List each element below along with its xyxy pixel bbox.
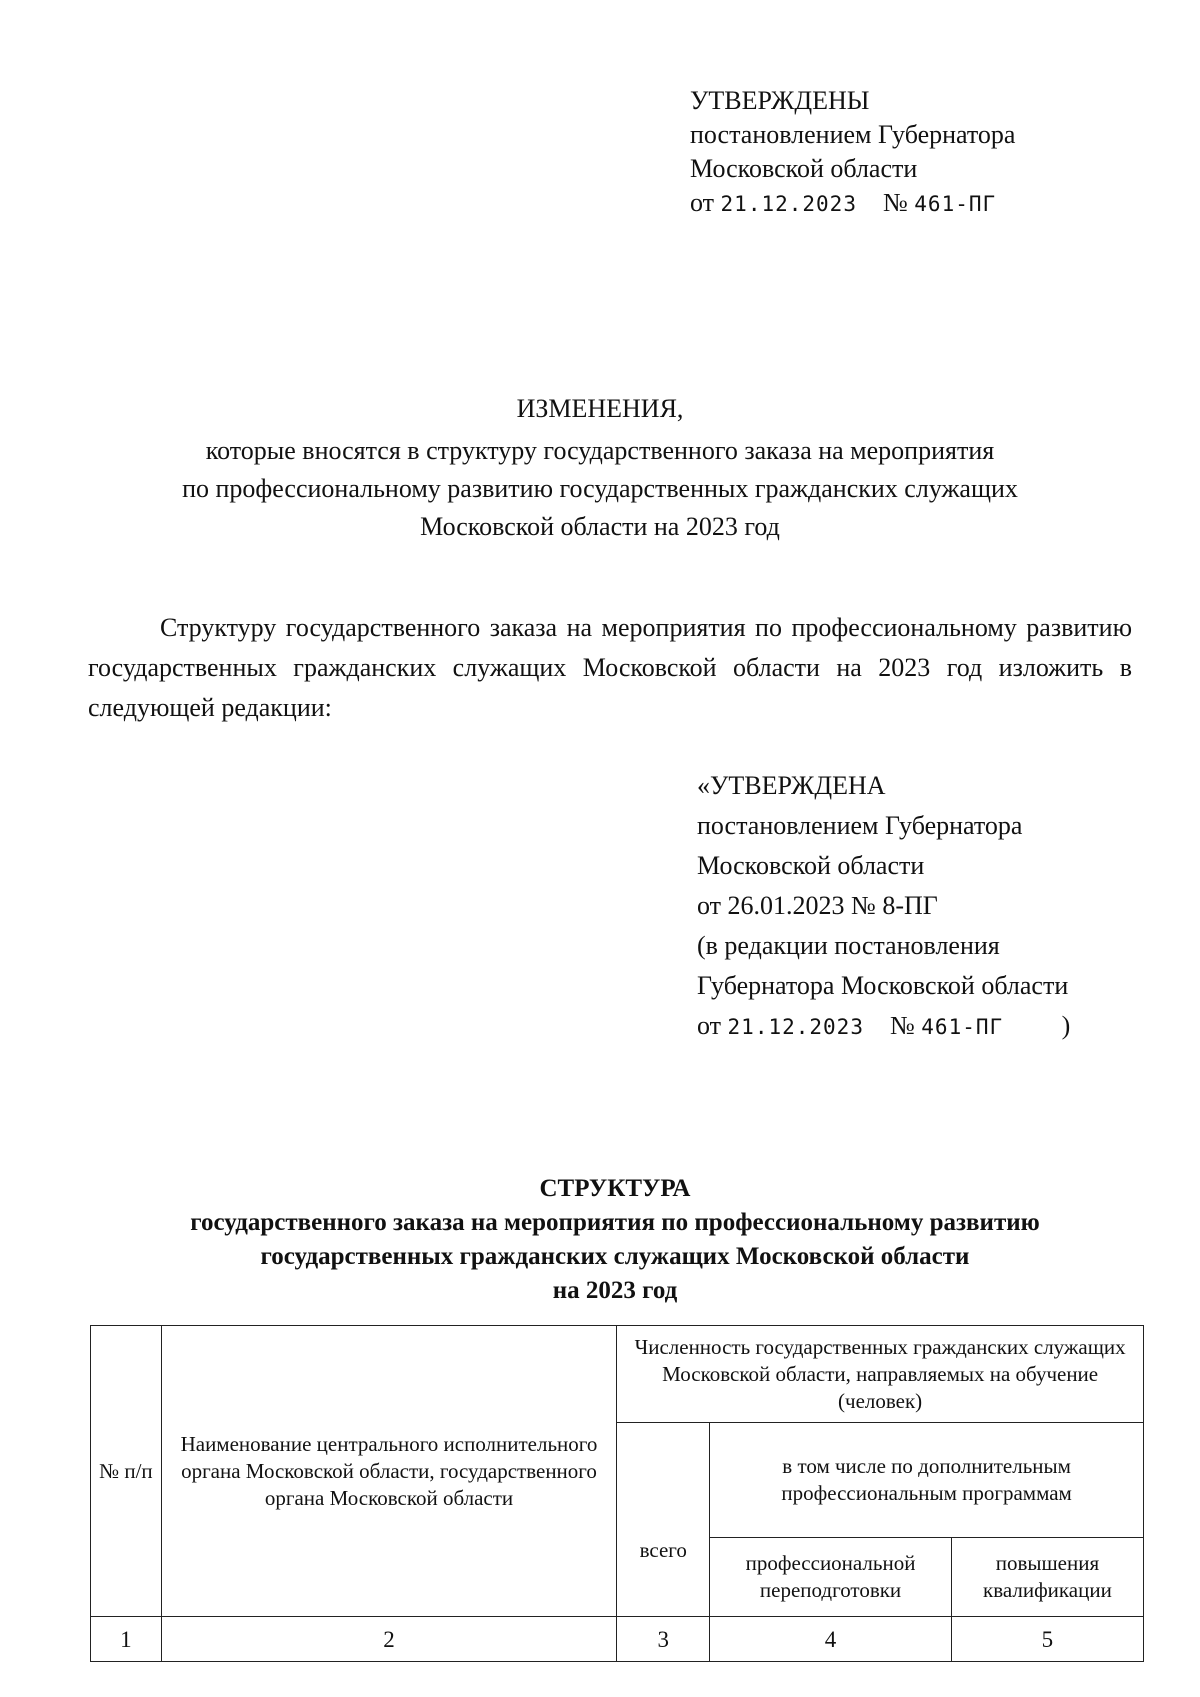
structure-title-line: государственного заказа на мероприятия по профессиональному развитию	[190, 1209, 1040, 1236]
header-retraining: профессиональной переподготовки	[710, 1538, 952, 1617]
column-number: 1	[91, 1617, 162, 1662]
table-header-row	[91, 1326, 1144, 1423]
approval2-line: Губернатора Московской области	[697, 971, 1069, 1000]
structure-title-main: СТРУКТУРА	[539, 1175, 691, 1202]
approval2-line: от 26.01.2023 № 8-ПГ	[697, 891, 938, 920]
approval2-date-line	[697, 1006, 1070, 1047]
body-paragraph: Структуру государственного заказа на мероприятия по профессиональному развитию государственных гражданских служащих Московской области на 2023 год изложить в следующей редакции:	[88, 613, 1132, 722]
number-sign: №	[889, 1011, 915, 1040]
column-number: 4	[710, 1617, 952, 1662]
header-including: в том числе по дополнительным профессиональным программам	[710, 1423, 1144, 1538]
column-number: 5	[951, 1617, 1143, 1662]
approval2-title: «УТВЕРЖДЕНА	[697, 771, 886, 800]
approval2-number: 461-ПГ	[921, 1015, 1004, 1039]
approval-block	[690, 84, 1015, 221]
approval-number: 461-ПГ	[914, 192, 997, 216]
changes-title: ИЗМЕНЕНИЯ,	[516, 394, 684, 423]
column-number: 3	[617, 1617, 710, 1662]
changes-heading	[100, 390, 1100, 546]
closing-paren: )	[1061, 1011, 1071, 1040]
approval2-date: 21.12.2023	[727, 1015, 864, 1039]
header-number: № п/п	[91, 1326, 162, 1617]
column-number: 2	[161, 1617, 616, 1662]
approval2-line: (в редакции постановления	[697, 931, 1000, 960]
structure-table	[90, 1325, 1144, 1662]
approval-date-line	[690, 186, 1015, 221]
approval-date: 21.12.2023	[720, 192, 857, 216]
header-total: всего	[617, 1423, 710, 1617]
changes-subtitle-line: Московской области на 2023 год	[420, 512, 780, 541]
approval-block-2	[697, 766, 1070, 1047]
date-prefix: от	[690, 188, 715, 217]
changes-subtitle-line: по профессиональному развитию государственных гражданских служащих	[182, 474, 1018, 503]
header-count-group: Численность государственных гражданских служащих Московской области, направляемых на обучение (человек)	[617, 1326, 1144, 1423]
structure-title-line: государственных гражданских служащих Московской области	[260, 1243, 970, 1270]
date-prefix: от	[697, 1011, 722, 1040]
header-qualification: повышения квалификации	[951, 1538, 1143, 1617]
approval-title: УТВЕРЖДЕНЫ	[690, 86, 870, 115]
approval-line: Московской области	[690, 154, 918, 183]
number-sign: №	[882, 188, 908, 217]
approval2-line: Московской области	[697, 851, 925, 880]
approval2-line: постановлением Губернатора	[697, 811, 1023, 840]
approval-line: постановлением Губернатора	[690, 120, 1016, 149]
structure-title-line: на 2023 год	[552, 1277, 678, 1304]
structure-title	[100, 1172, 1130, 1308]
header-organization: Наименование центрального исполнительного органа Московской области, государственного органа Московской области	[161, 1326, 616, 1617]
column-numbers-row	[91, 1617, 1144, 1662]
changes-subtitle-line: которые вносятся в структуру государственного заказа на мероприятия	[205, 436, 995, 465]
